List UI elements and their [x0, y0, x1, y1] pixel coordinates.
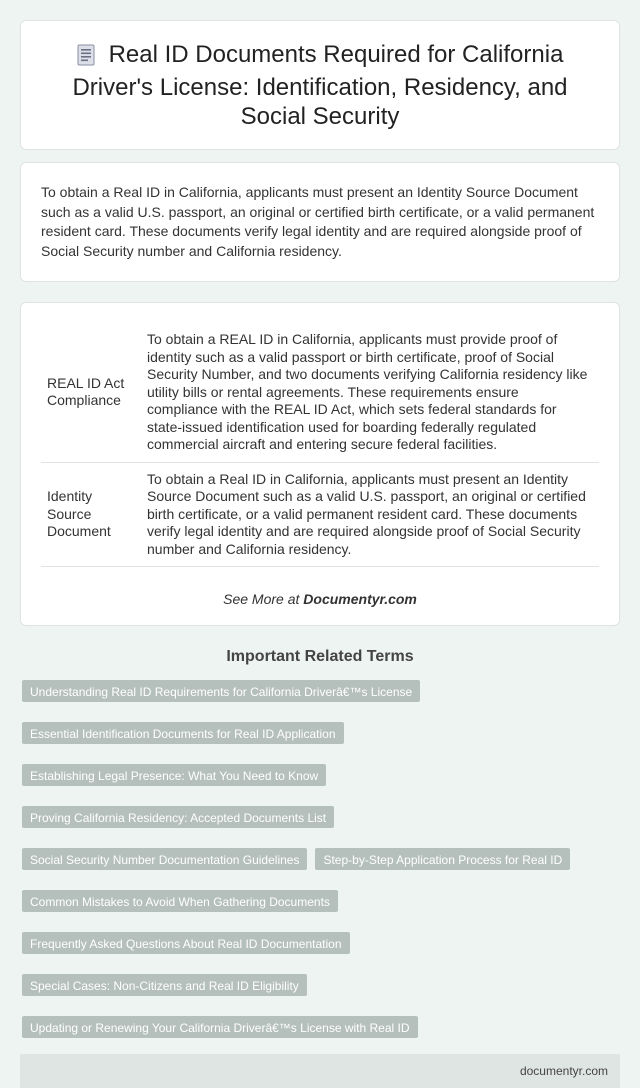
see-more-link[interactable] [41, 591, 599, 607]
related-term-tag[interactable]: Essential Identification Documents for Real ID Application [22, 722, 344, 744]
related-term-tag[interactable]: Establishing Legal Presence: What You Need to Know [22, 764, 326, 786]
row-description: To obtain a Real ID in California, applicants must present an Identity Source Document such as a valid U.S. passport, an original or certified birth certificate, or a valid permanent resident card. These documents verify legal identity and are required alongside proof of Social Security number and California residency. [141, 462, 599, 567]
footer-site-link[interactable]: documentyr.com [519, 1064, 608, 1078]
related-terms-list [22, 680, 618, 1038]
page-title [45, 40, 595, 131]
related-term-tag[interactable]: Understanding Real ID Requirements for California Driverâ€™s License [22, 680, 420, 702]
related-term-tag[interactable]: Frequently Asked Questions About Real ID Documentation [22, 932, 350, 954]
table-row [41, 323, 599, 462]
related-term-tag[interactable]: Social Security Number Documentation Guidelines [22, 848, 307, 870]
related-terms-heading: Important Related Terms [226, 648, 414, 665]
row-label: Identity Source Document [41, 462, 141, 567]
related-term-tag[interactable]: Step-by-Step Application Process for Real ID [315, 848, 570, 870]
related-term-tag[interactable]: Common Mistakes to Avoid When Gathering Documents [22, 890, 338, 912]
related-term-tag[interactable]: Proving California Residency: Accepted Documents List [22, 806, 334, 828]
table-row [41, 462, 599, 567]
details-card [20, 302, 620, 626]
title-card [20, 20, 620, 150]
document-icon [77, 44, 95, 73]
details-table [41, 323, 599, 567]
row-description: To obtain a REAL ID in California, applicants must provide proof of identity such as a valid passport or birth certificate, proof of Social Security Number, and two documents verifying California residency like utility bills or rental agreements. These requirements ensure compliance with the REAL ID Act, which sets federal standards for state-issued identification used for boarding federally regulated commercial aircraft and entering secure federal facilities. [141, 323, 599, 462]
page-title-text: Real ID Documents Required for California Driver's License: Identification, Residency, and Social Security [72, 40, 568, 130]
footer [20, 1054, 620, 1088]
row-label: REAL ID Act Compliance [41, 323, 141, 462]
intro-card [20, 162, 620, 282]
related-term-tag[interactable]: Special Cases: Non-Citizens and Real ID Eligibility [22, 974, 307, 996]
intro-text: To obtain a Real ID in California, applicants must present an Identity Source Document such as a valid U.S. passport, an original or certified birth certificate, or a valid permanent resident card. These documents verify legal identity and are required alongside proof of Social Security number and California residency. [41, 184, 595, 259]
related-term-tag[interactable]: Updating or Renewing Your California Driverâ€™s License with Real ID [22, 1016, 418, 1038]
see-more-prefix: See More at [223, 591, 304, 607]
see-more-site[interactable]: Documentyr.com [303, 591, 417, 607]
